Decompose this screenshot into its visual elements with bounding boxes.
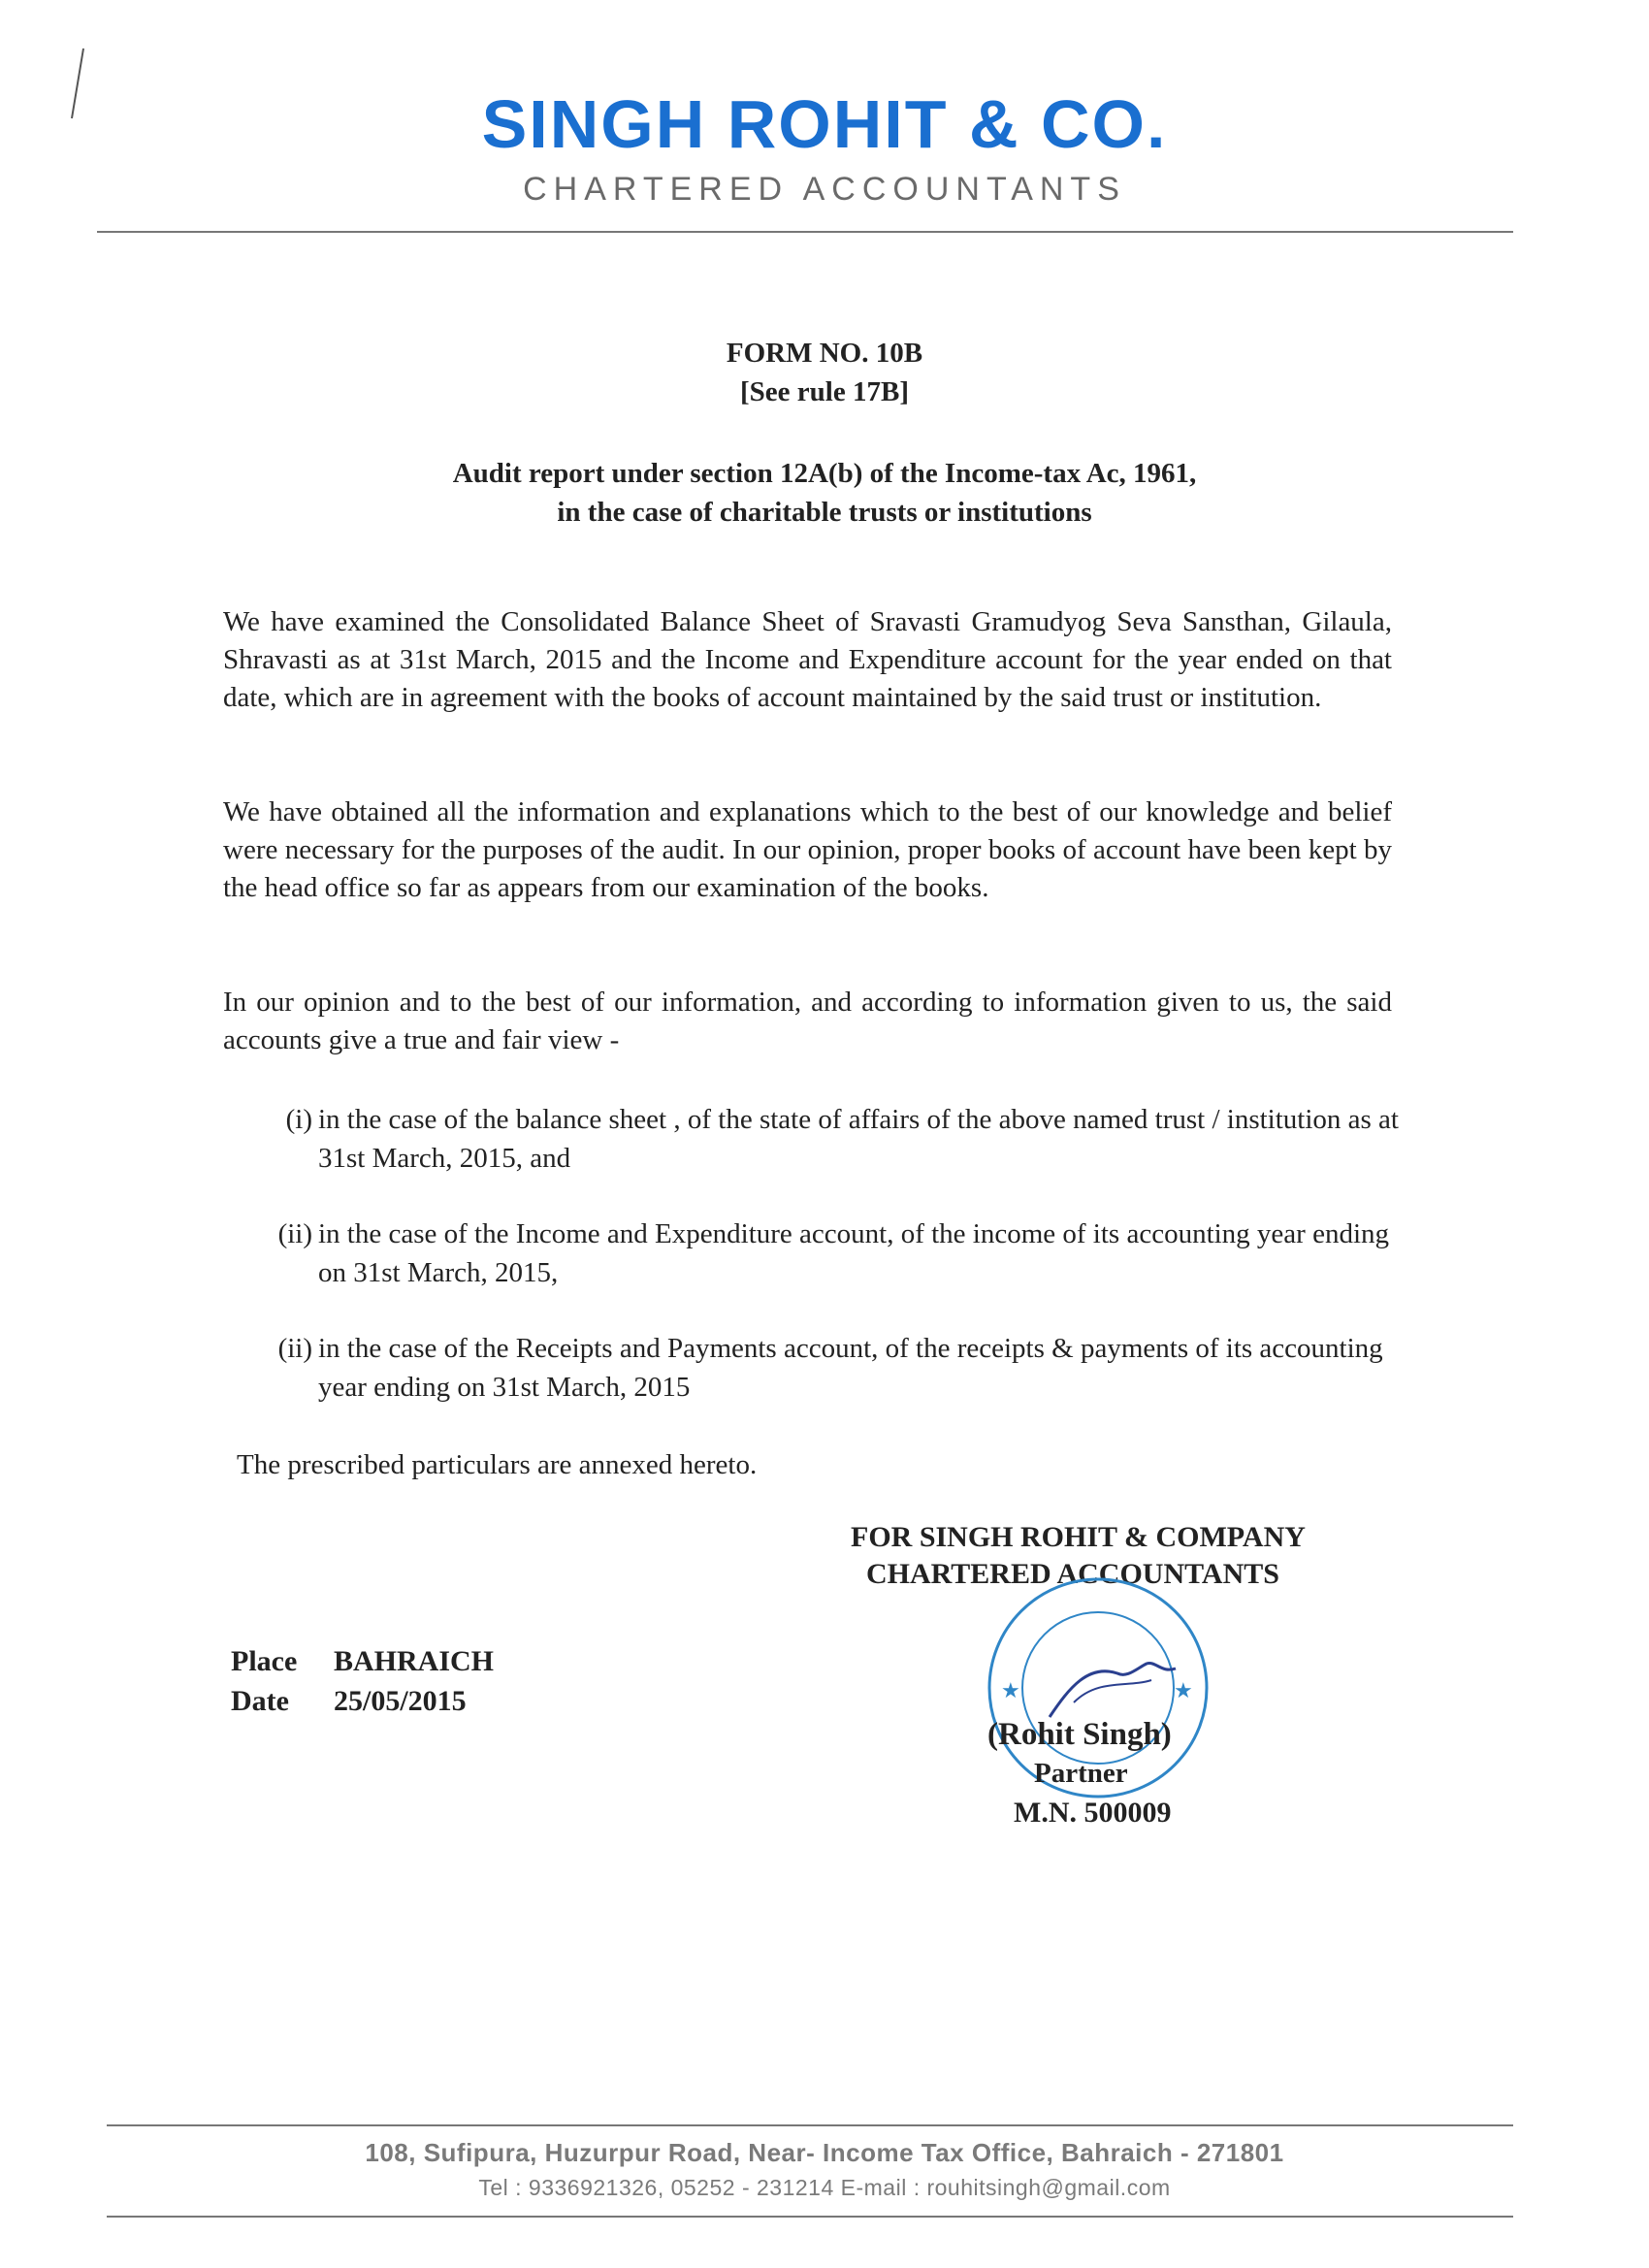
place-label: Place [231, 1645, 298, 1677]
firm-subtitle: CHARTERED ACCOUNTANTS [523, 171, 1126, 208]
paragraph-opinion: In our opinion and to the best of our information, and according to information given to us, the said accounts give a true and fair view - [223, 987, 1392, 1055]
form-rule-ref: [See rule 17B] [740, 376, 909, 407]
signatory-name: (Rohit Singh) [987, 1717, 1172, 1752]
footer-address: 108, Sufipura, Huzurpur Road, Near- Income Tax Office, Bahraich - 271801 [365, 2138, 1284, 2167]
svg-text:★: ★ [1174, 1679, 1193, 1703]
list-item-number: (ii) [277, 1218, 312, 1249]
place-date-block [231, 1641, 494, 1721]
report-title-line-2: in the case of charitable trusts or institutions [557, 497, 1092, 528]
place-row [231, 1641, 494, 1681]
report-title-line-1: Audit report under section 12A(b) of the Income-tax Ac, 1961, [452, 458, 1197, 489]
list-item [264, 1215, 1399, 1292]
list-item-number: (i) [285, 1104, 312, 1135]
list-item [264, 1329, 1399, 1407]
list-item [264, 1100, 1399, 1178]
date-row [231, 1681, 494, 1721]
footer-divider-bottom [107, 2216, 1513, 2218]
paragraph-information: We have obtained all the information and explanations which to the best of our knowledge and belief were necessary for the purposes of the audit. In our opinion, proper books of account have been kept by the head office so far as appears from our examination of the books. [223, 796, 1392, 903]
footer-divider-top [107, 2124, 1513, 2126]
place-value: BAHRAICH [334, 1645, 495, 1677]
signatory-role: Partner [1034, 1758, 1128, 1789]
firm-name: SINGH ROHIT & CO. [481, 86, 1168, 162]
letterhead-divider [97, 231, 1513, 233]
annexed-note: The prescribed particulars are annexed hereto. [237, 1449, 758, 1480]
form-number: FORM NO. 10B [726, 338, 923, 369]
footer-contact: Tel : 9336921326, 05252 - 231214 E-mail : rouhitsingh@gmail.com [478, 2175, 1171, 2200]
membership-number: M.N. 500009 [1014, 1797, 1172, 1829]
list-item-text: in the case of the Income and Expenditure account, of the income of its accounting year ending on 31st March, 2015, [318, 1218, 1390, 1288]
list-item-text: in the case of the balance sheet , of the state of affairs of the above named trust / institution as at 31st March, 2015, and [318, 1104, 1399, 1174]
report-title [0, 454, 1649, 532]
paragraph-examined: We have examined the Consolidated Balance Sheet of Sravasti Gramudyog Seva Sansthan, Gilaula, Shravasti as at 31st March, 2015 and the Income and Expenditure account for the year ended on that date, which are in agreement with the books of account maintained by the said trust or institution. [223, 606, 1392, 713]
svg-text:★: ★ [1001, 1679, 1020, 1703]
signatory-firm: FOR SINGH ROHIT & COMPANY [851, 1521, 1306, 1553]
date-value: 25/05/2015 [334, 1685, 467, 1717]
signatory-designation: CHARTERED ACCOUNTANTS [866, 1558, 1279, 1590]
list-item-number: (ii) [277, 1333, 312, 1364]
list-item-text: in the case of the Receipts and Payments account, of the receipts & payments of its accounting year ending on 31st March, 2015 [318, 1333, 1383, 1403]
date-label: Date [231, 1685, 289, 1717]
